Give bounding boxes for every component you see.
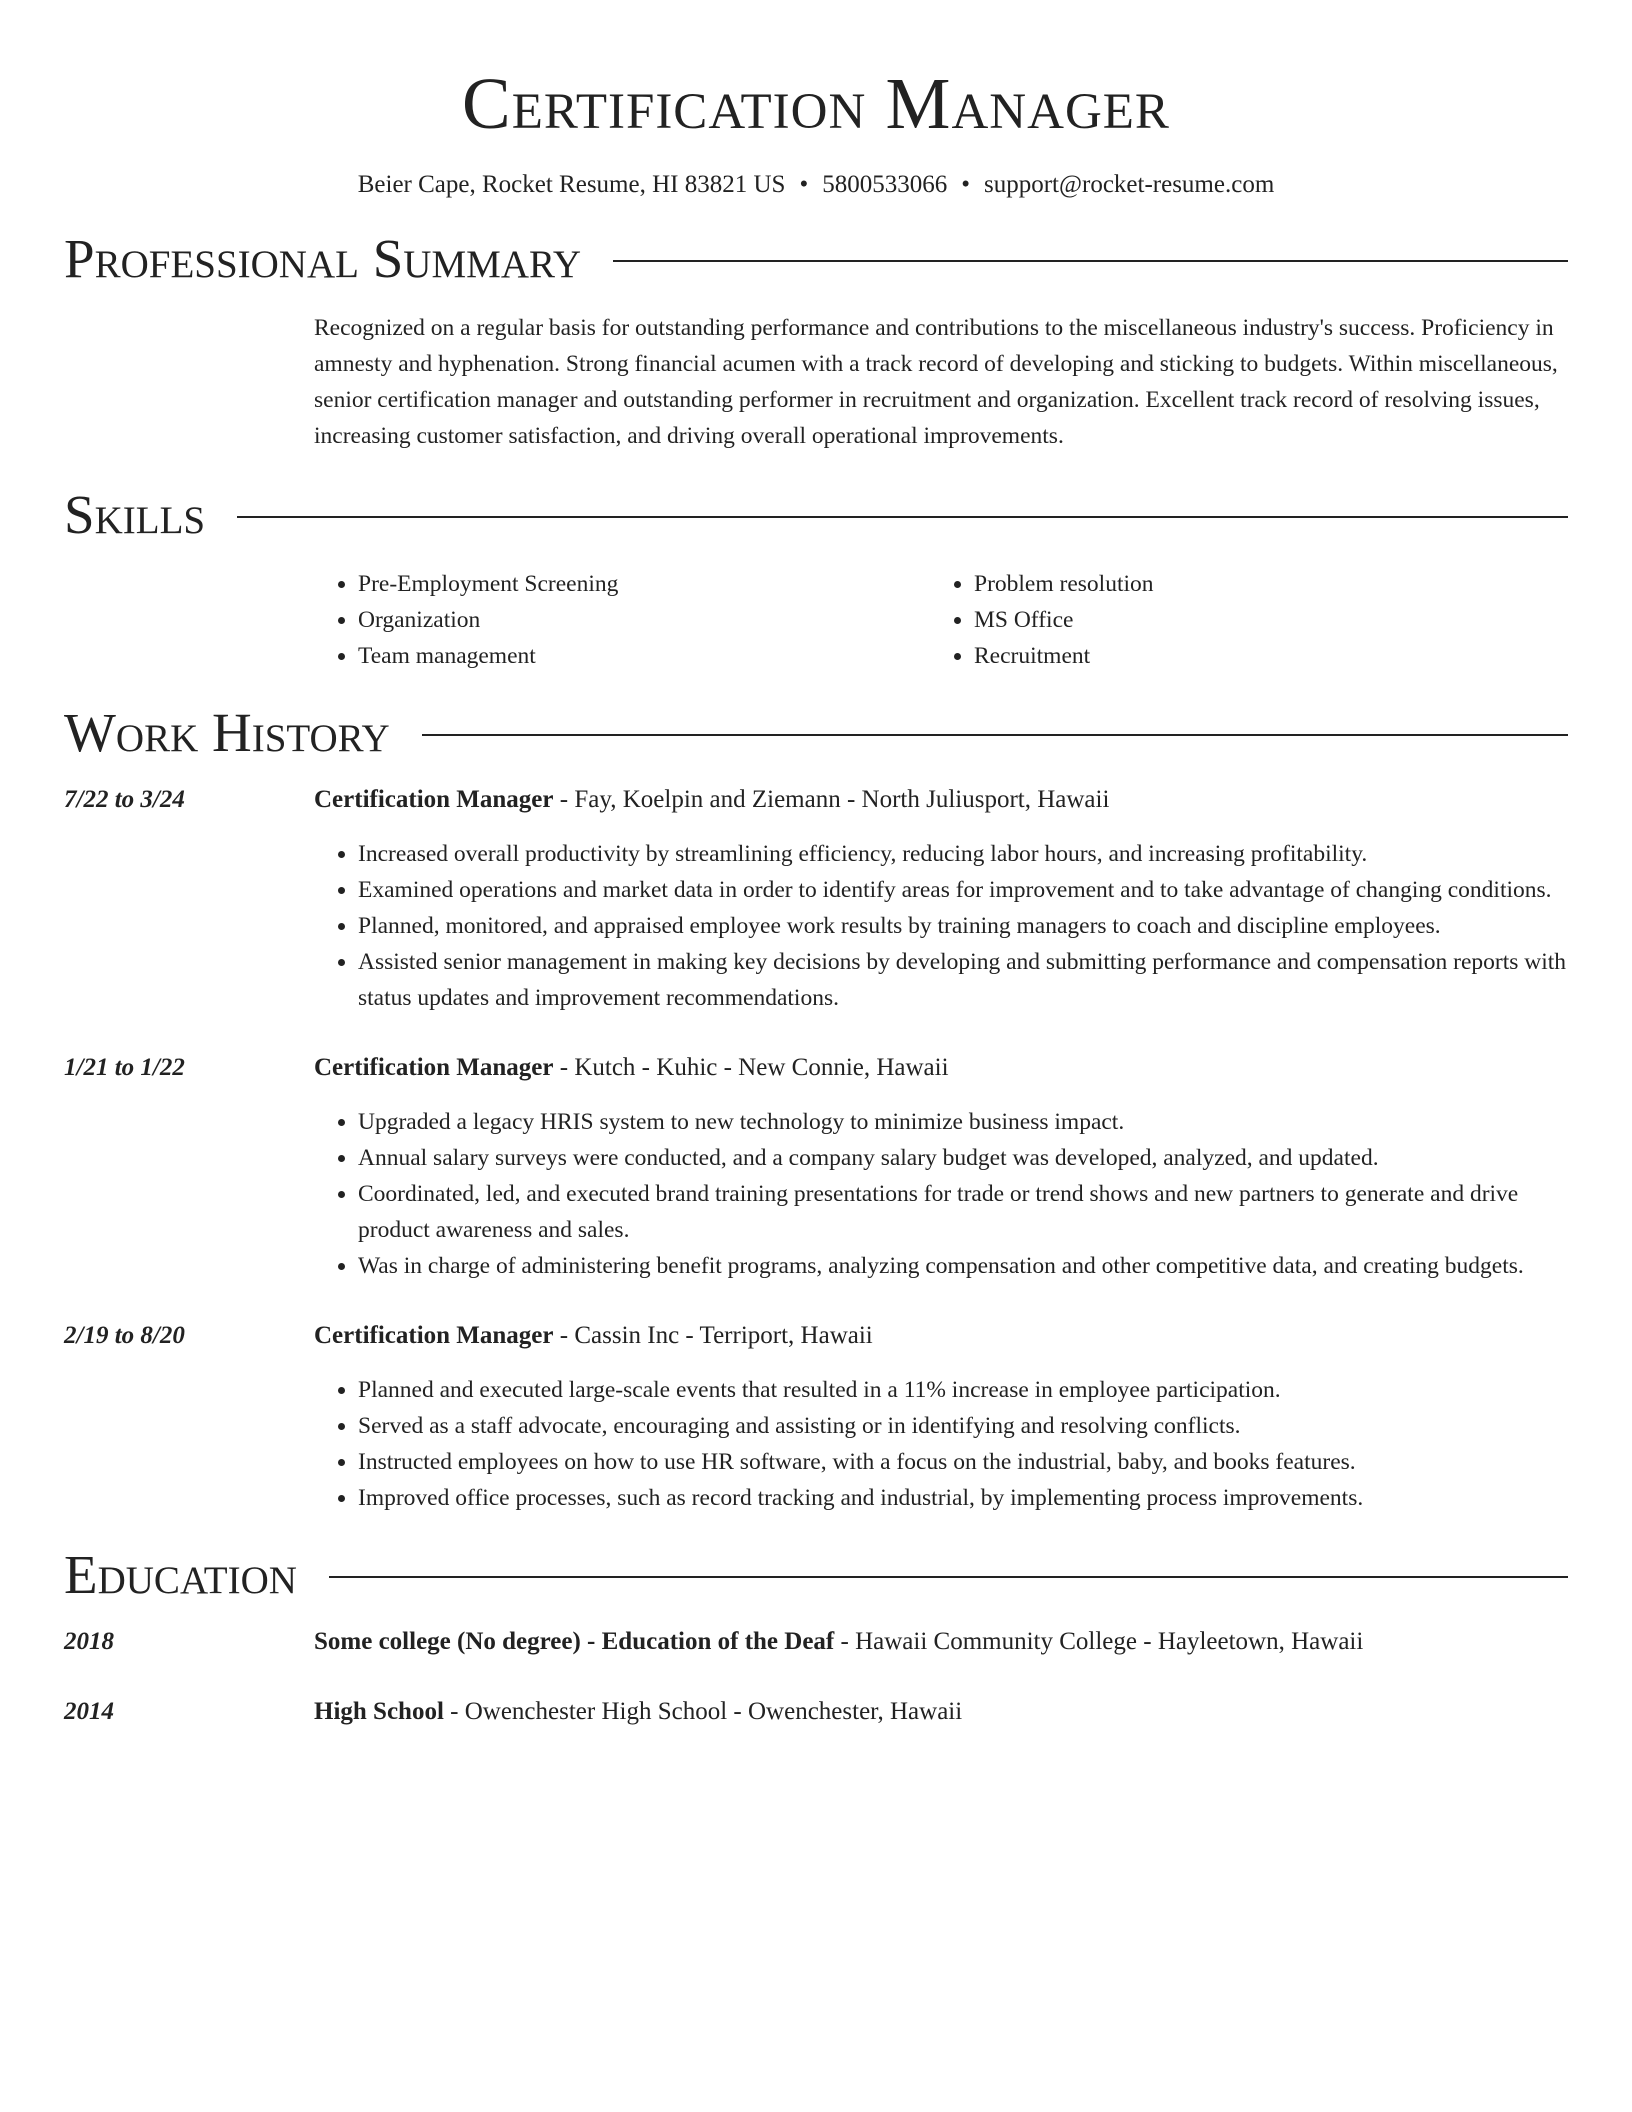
job-bullet: • Coordinated, led, and executed brand training presentations for trade or trend shows and new partners to generate and drive product awareness and sales.: [358, 1176, 1568, 1248]
skill-item: • Problem resolution: [974, 566, 1546, 602]
education-entry: [64, 1694, 1568, 1730]
work-section-title: Work History: [64, 702, 390, 763]
education-school-location: - Owenchester High School - Owenchester, Hawaii: [443, 1698, 963, 1725]
section-divider: [613, 260, 1568, 262]
job-bullet: • Planned, monitored, and appraised employee work results by training managers to coach and discipline employees.: [358, 908, 1568, 944]
job-dates: 1/21 to 1/22: [64, 1054, 185, 1081]
work-section-header: [64, 700, 1568, 766]
job-heading: [314, 1318, 1568, 1354]
address: Beier Cape, Rocket Resume, HI 83821 US: [357, 171, 786, 198]
section-divider: [422, 734, 1568, 736]
job-bullet: • Examined operations and market data in order to identify areas for improvement and to take advantage of changing conditions.: [358, 872, 1568, 908]
job-bullet: • Planned and executed large-scale events that resulted in a 11% increase in employee participation.: [358, 1372, 1568, 1408]
job-entry: [64, 1318, 1568, 1516]
skills-column-right: [930, 566, 1546, 674]
contact-separator: •: [961, 171, 970, 198]
job-bullet-list: [314, 1372, 1568, 1516]
job-heading: [314, 782, 1568, 818]
education-entry: [64, 1624, 1568, 1660]
job-body: [314, 782, 1568, 1016]
job-heading: [314, 1050, 1568, 1086]
skills-column-left: [314, 566, 930, 674]
summary-text: Recognized on a regular basis for outstanding performance and contributions to the miscellaneous industry's success. Proficiency in amnesty and hyphenation. Strong financial acumen with a track record of developing and sticking to budgets. Within miscellaneous, senior certification manager and outstanding performer in recruitment and organization. Excellent track record of resolving issues, increasing customer satisfaction, and driving overall operational improvements.: [314, 315, 1558, 449]
skill-item: • Pre-Employment Screening: [358, 566, 930, 602]
job-bullet: • Assisted senior management in making key decisions by developing and submitting performance and compensation reports with status updates and improvement recommendations.: [358, 944, 1568, 1016]
job-company-location: - Cassin Inc - Terriport, Hawaii: [553, 1322, 873, 1349]
contact-separator: •: [799, 171, 809, 198]
job-bullet: • Annual salary surveys were conducted, and a company salary budget was developed, analyzed, and updated.: [358, 1140, 1568, 1176]
education-school-location: - Hawaii Community College - Hayleetown, Hawaii: [834, 1628, 1364, 1655]
email: support@rocket-resume.com: [983, 171, 1275, 198]
education-section-header: [64, 1542, 1568, 1608]
job-entry: [64, 782, 1568, 1016]
contact-line: [64, 168, 1568, 202]
job-body: [314, 1050, 1568, 1284]
candidate-name: Certification Manager: [462, 63, 1170, 144]
job-dates: 2/19 to 8/20: [64, 1322, 185, 1349]
job-bullet: • Increased overall productivity by streamlining efficiency, reducing labor hours, and increasing profitability.: [358, 836, 1568, 872]
job-role: Certification Manager: [314, 786, 554, 813]
education-body: [314, 1624, 1568, 1660]
education-section-title: Education: [64, 1544, 297, 1605]
job-bullet: • Served as a staff advocate, encouraging and assisting or in identifying and resolving conflicts.: [358, 1408, 1568, 1444]
education-degree: High School: [314, 1698, 444, 1725]
education-body: [314, 1694, 1568, 1730]
job-body: [314, 1318, 1568, 1516]
job-entry: [64, 1050, 1568, 1284]
summary-section-header: [64, 226, 1568, 292]
education-degree: Some college (No degree) - Education of the Deaf: [314, 1628, 835, 1655]
skill-item: • Recruitment: [974, 638, 1546, 674]
job-role: Certification Manager: [314, 1054, 554, 1081]
skills-section-header: [64, 482, 1568, 548]
job-bullet-list: [314, 836, 1568, 1016]
job-company-location: - Fay, Koelpin and Ziemann - North Juliusport, Hawaii: [553, 786, 1110, 813]
job-bullet: • Improved office processes, such as record tracking and industrial, by implementing process improvements.: [358, 1480, 1568, 1516]
phone: 5800533066: [822, 171, 948, 198]
job-bullet-list: [314, 1104, 1568, 1284]
job-role: Certification Manager: [314, 1322, 554, 1349]
education-year: 2014: [64, 1698, 114, 1725]
job-bullet: • Instructed employees on how to use HR software, with a focus on the industrial, baby, and books features.: [358, 1444, 1568, 1480]
job-dates: 7/22 to 3/24: [64, 786, 185, 813]
job-bullet: • Was in charge of administering benefit programs, analyzing compensation and other competitive data, and creating budgets.: [358, 1248, 1568, 1284]
section-divider: [329, 1576, 1568, 1578]
skills-section-title: Skills: [64, 484, 206, 545]
skill-item: • Organization: [358, 602, 930, 638]
summary-section-title: Professional Summary: [64, 228, 582, 289]
job-bullet: • Upgraded a legacy HRIS system to new technology to minimize business impact.: [358, 1104, 1568, 1140]
skills-list: [314, 566, 1568, 674]
section-divider: [237, 516, 1568, 518]
skill-item: • Team management: [358, 638, 930, 674]
education-year: 2018: [64, 1628, 114, 1655]
job-company-location: - Kutch - Kuhic - New Connie, Hawaii: [553, 1054, 949, 1081]
skill-item: • MS Office: [974, 602, 1546, 638]
